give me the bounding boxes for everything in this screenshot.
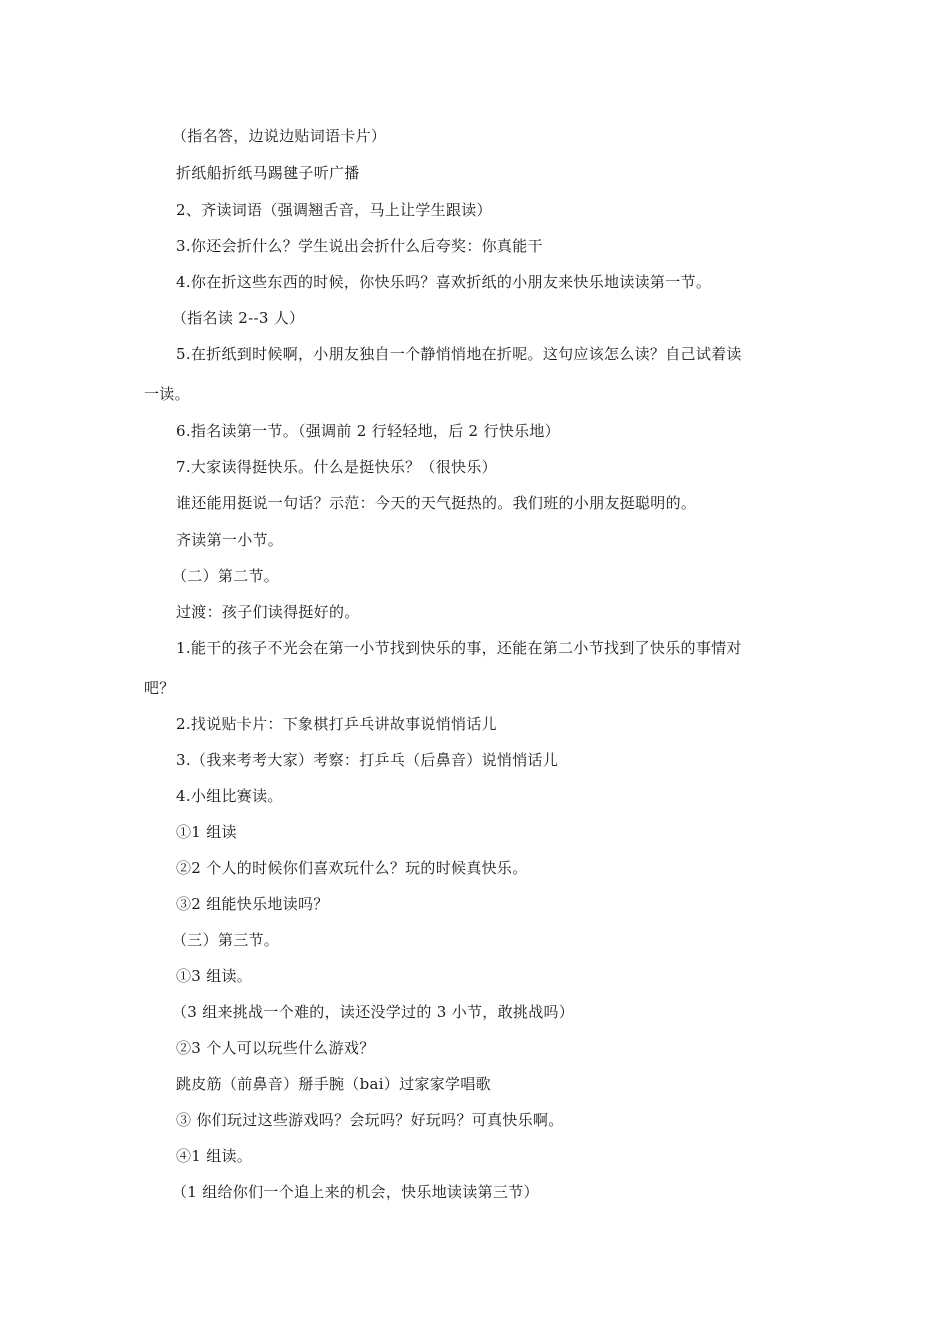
text-line: ③ 你们玩过这些游戏吗？会玩吗？好玩吗？可真快乐啊。 [176,1111,564,1129]
text-line: ①1 组读 [176,823,237,841]
text-line: 3.（我来考考大家）考察：打乒乓（后鼻音）说悄悄话儿 [176,751,559,769]
text-line: 2.找说贴卡片：下象棋打乒乓讲故事说悄悄话儿 [176,715,497,733]
text-line: （1 组给你们一个追上来的机会，快乐地读读第三节） [172,1183,539,1201]
text-line: 4.你在折这些东西的时候，你快乐吗？喜欢折纸的小朋友来快乐地读读第一节。 [176,273,712,291]
text-line: ④1 组读。 [176,1147,253,1165]
text-line: 一读。 [144,385,190,403]
text-line: 1.能干的孩子不光会在第一小节找到快乐的事，还能在第二小节找到了快乐的事情对 [176,639,742,657]
text-line: ②3 个人可以玩些什么游戏？ [176,1039,375,1057]
text-line: 2、齐读词语（强调翘舌音，马上让学生跟读） [176,201,492,219]
section-heading: （三）第三节。 [172,931,280,949]
text-line: 3.你还会折什么？学生说出会折什么后夸奖：你真能干 [176,237,543,255]
text-line: 吧？ [144,679,175,697]
text-line: 过渡：孩子们读得挺好的。 [176,603,360,621]
text-line: ②2 个人的时候你们喜欢玩什么？玩的时候真快乐。 [176,859,528,877]
text-line: 齐读第一小节。 [176,531,284,549]
text-line: 跳皮筋（前鼻音）掰手腕（bai）过家家学唱歌 [176,1075,491,1093]
text-line: 6.指名读第一节。（强调前 2 行轻轻地，后 2 行快乐地） [176,422,560,440]
text-line: 5.在折纸到时候啊，小朋友独自一个静悄悄地在折呢。这句应该怎么读？自己试着读 [176,345,742,363]
section-heading: （二）第二节。 [172,567,280,585]
text-line: （指名读 2--3 人） [172,309,305,327]
text-line: 4.小组比赛读。 [176,787,283,805]
text-line: 谁还能用挺说一句话？示范：今天的天气挺热的。我们班的小朋友挺聪明的。 [176,494,697,512]
text-line: （指名答，边说边贴词语卡片） [172,127,387,145]
text-line: ③2 组能快乐地读吗？ [176,895,329,913]
text-line: （3 组来挑战一个难的，读还没学过的 3 小节，敢挑战吗） [172,1003,575,1021]
text-line: 折纸船折纸马踢毽子听广播 [176,164,360,182]
text-line: ①3 组读。 [176,967,253,985]
text-line: 7.大家读得挺快乐。什么是挺快乐？（很快乐） [176,458,497,476]
